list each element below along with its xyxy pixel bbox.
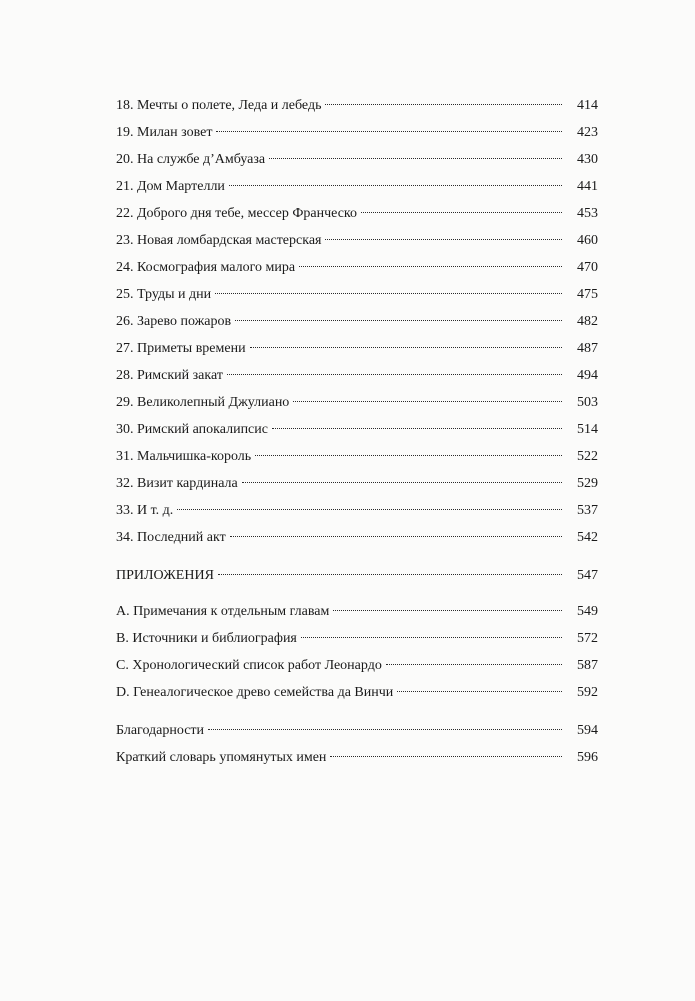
toc-entry[interactable] <box>116 254 598 281</box>
dot-leader <box>235 320 562 321</box>
toc-entry-page: 522 <box>577 449 598 464</box>
toc-entry-title: 34. Последний акт <box>116 530 226 545</box>
dot-leader <box>299 266 562 267</box>
toc-entry[interactable] <box>116 308 598 335</box>
dot-leader <box>215 293 562 294</box>
toc-entry-title: 33. И т. д. <box>116 503 174 518</box>
toc-entry-page: 529 <box>577 476 598 491</box>
dot-leader <box>218 574 562 575</box>
table-of-contents <box>116 92 598 771</box>
appendix-heading[interactable] <box>116 562 598 589</box>
toc-entry-title: 22. Доброго дня тебе, мессер Франческо <box>116 206 358 221</box>
toc-entry-title: 26. Зарево пожаров <box>116 314 232 329</box>
toc-entry-title: 32. Визит кардинала <box>116 476 238 491</box>
toc-entry-title: 29. Великолепный Джулиано <box>116 395 290 410</box>
toc-entry-title: 24. Космография малого мира <box>116 260 296 275</box>
dot-leader <box>301 637 562 638</box>
toc-entry-title: Краткий словарь упомянутых имен <box>116 750 327 765</box>
toc-entry-title: Благодарности <box>116 723 205 738</box>
dot-leader <box>208 729 562 730</box>
toc-entry-title: 20. На службе д’Амбуаза <box>116 152 266 167</box>
toc-entry[interactable] <box>116 119 598 146</box>
toc-entry[interactable] <box>116 717 598 744</box>
dot-leader <box>325 239 562 240</box>
toc-entry-page: 482 <box>577 314 598 329</box>
toc-entry[interactable] <box>116 652 598 679</box>
toc-entry-page: 503 <box>577 395 598 410</box>
toc-entry-title: 21. Дом Мартелли <box>116 179 225 194</box>
dot-leader <box>227 374 562 375</box>
toc-entry-page: 592 <box>577 685 598 700</box>
toc-entry-page: 414 <box>577 98 598 113</box>
toc-entry-title: B. Источники и библиография <box>116 631 297 646</box>
toc-entry-title: 27. Приметы времени <box>116 341 246 356</box>
toc-entry-page: 453 <box>577 206 598 221</box>
toc-entry[interactable] <box>116 598 598 625</box>
toc-entry[interactable] <box>116 679 598 706</box>
toc-entry[interactable] <box>116 227 598 254</box>
dot-leader <box>229 185 562 186</box>
toc-entry-title: 30. Римский апокалипсис <box>116 422 268 437</box>
toc-entry-page: 487 <box>577 341 598 356</box>
toc-entry[interactable] <box>116 92 598 119</box>
toc-entry-page: 549 <box>577 604 598 619</box>
dot-leader <box>255 455 562 456</box>
toc-entry[interactable] <box>116 470 598 497</box>
dot-leader <box>177 509 562 510</box>
toc-entry-page: 441 <box>577 179 598 194</box>
toc-entry-title: D. Генеалогическое древо семейства да Винчи <box>116 685 394 700</box>
toc-entry-title: 19. Милан зовет <box>116 125 213 140</box>
toc-entry-title: 18. Мечты о полете, Леда и лебедь <box>116 98 322 113</box>
toc-entry-page: 572 <box>577 631 598 646</box>
toc-entry-page: 470 <box>577 260 598 275</box>
toc-entry-title: 28. Римский закат <box>116 368 223 383</box>
dot-leader <box>216 131 562 132</box>
toc-entry-title: 23. Новая ломбардская мастерская <box>116 233 322 248</box>
toc-entry-title: 25. Труды и дни <box>116 287 212 302</box>
toc-entry[interactable] <box>116 389 598 416</box>
toc-entry[interactable] <box>116 281 598 308</box>
dot-leader <box>230 536 562 537</box>
toc-entry-page: 537 <box>577 503 598 518</box>
toc-entry-title: 31. Мальчишка-король <box>116 449 252 464</box>
toc-entry-page: 423 <box>577 125 598 140</box>
dot-leader <box>293 401 562 402</box>
toc-entry-page: 430 <box>577 152 598 167</box>
dot-leader <box>242 482 562 483</box>
dot-leader <box>333 610 562 611</box>
toc-entry[interactable] <box>116 497 598 524</box>
toc-entry-page: 596 <box>577 750 598 765</box>
toc-entry-title: A. Примечания к отдельным главам <box>116 604 330 619</box>
toc-entry-title: C. Хронологический список работ Леонардо <box>116 658 382 673</box>
toc-entry[interactable] <box>116 146 598 173</box>
toc-entry[interactable] <box>116 744 598 771</box>
toc-entry-page: 460 <box>577 233 598 248</box>
dot-leader <box>330 756 562 757</box>
toc-entry-page: 514 <box>577 422 598 437</box>
dot-leader <box>325 104 562 105</box>
dot-leader <box>361 212 562 213</box>
dot-leader <box>397 691 562 692</box>
spacer <box>116 551 598 562</box>
dot-leader <box>250 347 562 348</box>
toc-entry-page: 542 <box>577 530 598 545</box>
toc-entry-page: 475 <box>577 287 598 302</box>
toc-entry[interactable] <box>116 625 598 652</box>
spacer <box>116 706 598 717</box>
toc-entry-title: ПРИЛОЖЕНИЯ <box>116 568 214 583</box>
dot-leader <box>269 158 562 159</box>
toc-entry-page: 547 <box>577 568 598 583</box>
dot-leader <box>272 428 562 429</box>
toc-entry-page: 594 <box>577 723 598 738</box>
toc-entry[interactable] <box>116 173 598 200</box>
toc-entry-page: 587 <box>577 658 598 673</box>
toc-entry[interactable] <box>116 335 598 362</box>
appendix-heading-group <box>116 562 598 589</box>
spacer <box>116 589 598 598</box>
chapters-list <box>116 92 598 551</box>
toc-entry[interactable] <box>116 443 598 470</box>
dot-leader <box>386 664 562 665</box>
toc-entry[interactable] <box>116 416 598 443</box>
toc-entry[interactable] <box>116 524 598 551</box>
appendices-list <box>116 598 598 706</box>
toc-entry[interactable] <box>116 362 598 389</box>
toc-entry[interactable] <box>116 200 598 227</box>
back-matter-list <box>116 717 598 771</box>
toc-entry-page: 494 <box>577 368 598 383</box>
